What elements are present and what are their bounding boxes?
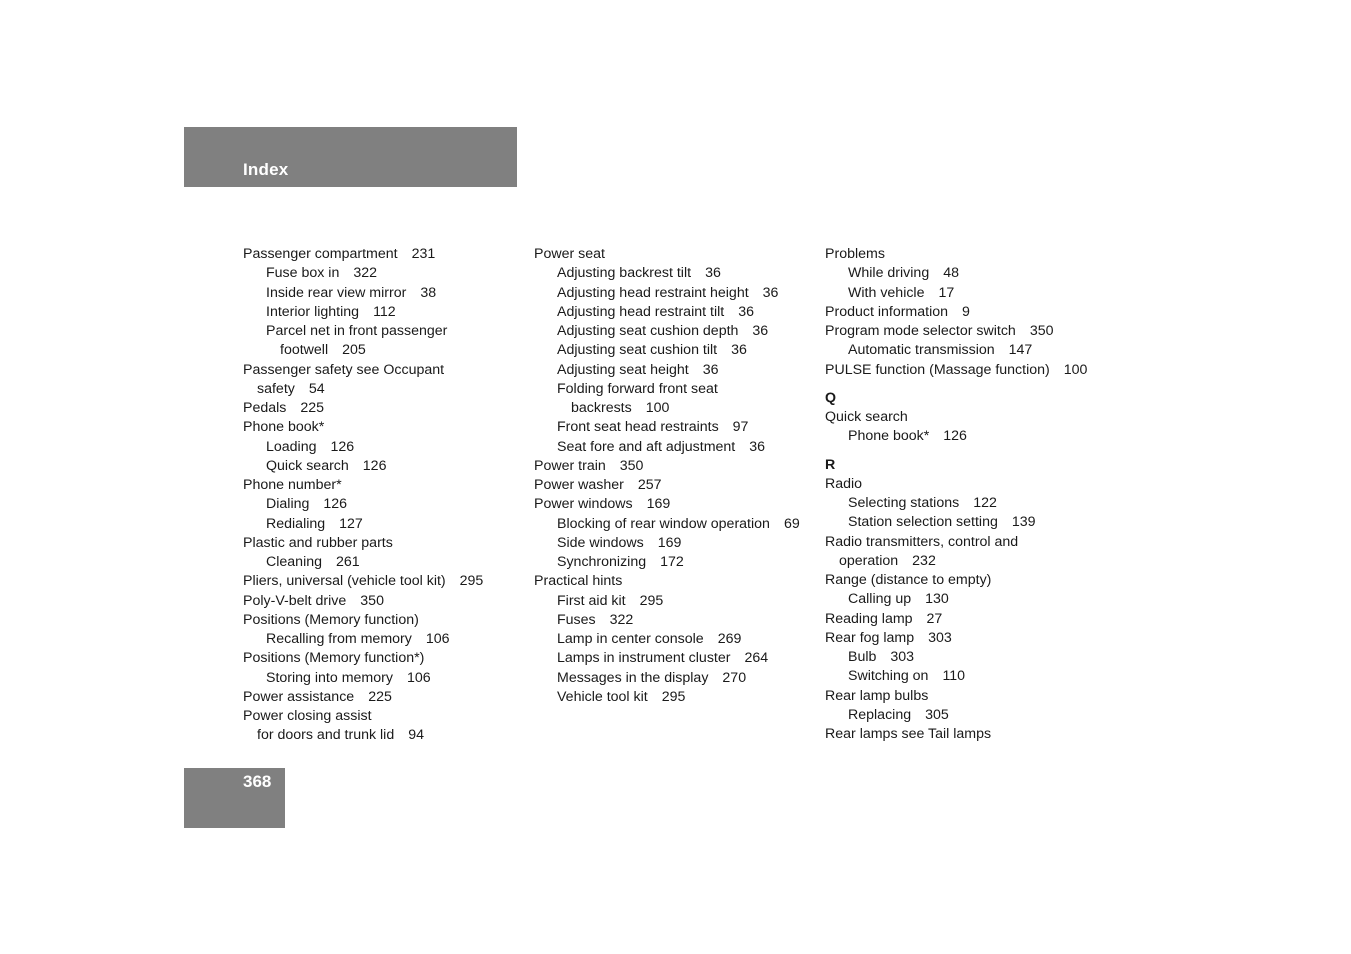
entry-page-number: 36 <box>702 361 719 378</box>
entry-page-number: 48 <box>943 265 959 282</box>
index-entry <box>243 341 483 360</box>
index-entry <box>243 399 483 418</box>
entry-page-number: 127 <box>339 515 363 532</box>
index-column-3 <box>825 245 1087 744</box>
entry-page-number: 270 <box>722 669 747 686</box>
entry-text: Seat fore and aft adjustment <box>557 438 736 455</box>
index-entry <box>534 284 800 303</box>
entry-page-number: 69 <box>783 515 800 532</box>
index-entry <box>534 341 800 360</box>
index-entry <box>534 380 800 399</box>
entry-text: Quick search <box>266 457 349 474</box>
index-entry <box>825 264 1087 283</box>
index-entry <box>243 649 483 668</box>
index-entry <box>243 361 483 380</box>
index-entry <box>243 264 483 283</box>
entry-text: First aid kit <box>557 592 626 609</box>
entry-text: Power assistance <box>243 688 355 705</box>
entry-page-number: 295 <box>459 573 484 590</box>
entry-text: Adjusting seat cushion tilt <box>557 342 718 359</box>
entry-text: Adjusting head restraint tilt <box>557 303 725 320</box>
entry-page-number: 305 <box>925 706 949 723</box>
entry-text: Folding forward front seat <box>557 380 718 397</box>
letter-label: Q <box>825 389 837 406</box>
index-entry <box>534 669 800 688</box>
entry-text: Adjusting backrest tilt <box>557 265 692 282</box>
index-entry <box>534 438 800 457</box>
index-entry <box>243 553 483 572</box>
entry-page-number: 269 <box>717 631 742 647</box>
entry-text: Parcel net in front passenger <box>266 323 448 339</box>
entry-text: Synchronizing <box>557 554 647 570</box>
entry-text: footwell <box>280 342 329 359</box>
index-entry <box>534 649 800 668</box>
index-entry <box>825 427 1087 446</box>
index-entry <box>243 476 483 495</box>
index-entry <box>534 553 800 572</box>
entry-page-number: 94 <box>408 727 425 744</box>
entry-text: Lamp in center console <box>557 631 704 647</box>
entry-page-number: 112 <box>373 303 396 320</box>
index-entry <box>243 592 483 611</box>
entry-page-number: 147 <box>1008 342 1033 359</box>
index-entry <box>825 513 1087 532</box>
entry-page-number: 36 <box>762 284 779 301</box>
index-entry <box>534 418 800 437</box>
entry-text: Positions (Memory function*) <box>243 650 425 667</box>
entry-page-number: 27 <box>926 610 943 627</box>
index-entry <box>825 667 1087 686</box>
index-entry <box>825 571 1087 590</box>
entry-page-number: 126 <box>330 438 355 455</box>
index-entry <box>243 457 483 476</box>
index-entry <box>534 572 800 591</box>
entry-text: Messages in the display <box>557 669 709 686</box>
entry-text: Adjusting head restraint height <box>557 284 749 301</box>
index-entry <box>825 322 1087 341</box>
index-entry <box>825 245 1087 264</box>
entry-page-number: 261 <box>336 554 360 570</box>
entry-page-number: 350 <box>619 457 644 474</box>
entry-page-number: 126 <box>323 496 348 513</box>
entry-text: Pliers, universal (vehicle tool kit) <box>243 573 446 590</box>
entry-page-number: 231 <box>411 246 436 262</box>
index-entry <box>825 408 1087 427</box>
entry-page-number: 126 <box>943 428 967 445</box>
entry-page-number: 322 <box>609 611 634 628</box>
index-letter-heading <box>825 456 1087 475</box>
entry-text: Loading <box>266 438 317 455</box>
index-entry <box>243 438 483 457</box>
entry-page-number: 205 <box>342 342 366 359</box>
page-number: 368 <box>243 772 272 791</box>
index-column-2 <box>534 245 800 707</box>
index-entry <box>534 515 800 534</box>
entry-page-number: 17 <box>938 284 955 301</box>
entry-text: backrests <box>571 400 632 416</box>
index-entry <box>825 303 1087 322</box>
index-entry <box>534 399 800 418</box>
entry-text: Passenger safety see Occupant <box>243 361 445 378</box>
entry-page-number: 36 <box>705 265 721 282</box>
entry-text: Range (distance to empty) <box>825 572 992 588</box>
entry-page-number: 303 <box>928 629 952 646</box>
entry-text: Quick search <box>825 409 908 425</box>
index-entry <box>534 630 800 649</box>
page-number-tab <box>184 768 285 828</box>
index-entry <box>825 610 1087 629</box>
entry-page-number: 122 <box>973 495 997 511</box>
entry-text: Recalling from memory <box>266 631 412 647</box>
entry-text: Calling up <box>848 591 912 608</box>
entry-text: Product information <box>825 303 949 320</box>
entry-text: Fuse box in <box>266 265 340 282</box>
entry-text: Passenger compartment <box>243 246 398 262</box>
entry-text: Storing into memory <box>266 669 393 686</box>
entry-text: Switching on <box>848 668 929 685</box>
index-entry <box>825 706 1087 725</box>
entry-page-number: 225 <box>300 400 325 416</box>
entry-page-number: 172 <box>660 554 684 570</box>
entry-text: Poly-V-belt drive <box>243 592 347 609</box>
entry-text: Rear lamp bulbs <box>825 687 929 704</box>
entry-text: Blocking of rear window operation <box>557 515 770 532</box>
entry-page-number: 9 <box>962 303 970 320</box>
entry-text: While driving <box>848 265 930 282</box>
index-entry <box>825 725 1087 744</box>
entry-page-number: 97 <box>732 419 749 436</box>
entry-text: Lamps in instrument cluster <box>557 650 731 667</box>
entry-page-number: 36 <box>752 323 769 339</box>
entry-text: safety <box>257 380 295 397</box>
index-entry <box>825 494 1087 513</box>
index-entry <box>534 457 800 476</box>
entry-text: Radio <box>825 475 863 492</box>
index-column-1 <box>243 245 483 746</box>
index-entry <box>243 669 483 688</box>
entry-page-number: 295 <box>661 688 686 705</box>
entry-page-number: 106 <box>425 631 450 647</box>
index-entry <box>534 264 800 283</box>
entry-text: Bulb <box>848 649 877 665</box>
entry-text: Dialing <box>266 496 310 513</box>
entry-text: Power windows <box>534 496 633 513</box>
entry-text: Automatic transmission <box>848 342 995 359</box>
entry-page-number: 100 <box>1063 361 1088 378</box>
index-entry <box>243 534 483 553</box>
index-entry <box>825 629 1087 648</box>
entry-text: Radio transmitters, control and <box>825 533 1019 550</box>
index-entry <box>534 611 800 630</box>
entry-text: Rear lamps see Tail lamps <box>825 726 992 742</box>
entry-page-number: 303 <box>890 649 915 665</box>
index-entry <box>243 688 483 707</box>
index-entry <box>825 590 1087 609</box>
entry-page-number: 139 <box>1011 514 1036 531</box>
entry-text: Side windows <box>557 534 644 551</box>
entry-text: Vehicle tool kit <box>557 688 648 705</box>
index-letter-heading <box>825 389 1087 408</box>
entry-text: Replacing <box>848 706 912 723</box>
index-entry <box>825 475 1087 494</box>
entry-page-number: 169 <box>657 534 682 551</box>
index-entry <box>534 495 800 514</box>
index-entry <box>243 380 483 399</box>
entry-text: Cleaning <box>266 554 323 570</box>
entry-text: Inside rear view mirror <box>266 284 407 301</box>
entry-text: Reading lamp <box>825 610 913 627</box>
entry-text: Plastic and rubber parts <box>243 534 393 551</box>
entry-text: Station selection setting <box>848 514 998 531</box>
entry-text: Program mode selector switch <box>825 323 1016 339</box>
entry-text: Power seat <box>534 246 605 262</box>
index-entry <box>534 303 800 322</box>
entry-text: Pedals <box>243 400 287 416</box>
entry-text: Front seat head restraints <box>557 419 719 436</box>
entry-text: Redialing <box>266 515 326 532</box>
entry-page-number: 110 <box>942 668 966 685</box>
entry-page-number: 322 <box>353 265 378 282</box>
index-entry <box>243 303 483 322</box>
entry-text: PULSE function (Massage function) <box>825 361 1050 378</box>
index-entry <box>825 648 1087 667</box>
index-entry <box>534 592 800 611</box>
entry-page-number: 36 <box>738 303 754 320</box>
entry-page-number: 130 <box>925 591 949 608</box>
entry-text: operation <box>839 552 899 569</box>
entry-page-number: 54 <box>308 380 325 397</box>
index-entry <box>825 533 1087 552</box>
index-entry <box>534 245 800 264</box>
entry-page-number: 257 <box>637 477 662 493</box>
index-entry <box>825 361 1087 380</box>
section-header-bar <box>184 127 517 187</box>
entry-text: Phone number* <box>243 477 342 493</box>
entry-page-number: 295 <box>639 592 664 609</box>
entry-text: Power closing assist <box>243 708 372 724</box>
entry-text: Rear fog lamp <box>825 629 915 646</box>
entry-text: Fuses <box>557 611 596 628</box>
entry-page-number: 36 <box>749 438 766 455</box>
entry-text: Phone book* <box>243 419 325 436</box>
index-entry <box>825 687 1087 706</box>
index-entry <box>243 418 483 437</box>
entry-page-number: 126 <box>362 457 387 474</box>
entry-page-number: 264 <box>744 650 769 667</box>
entry-page-number: 169 <box>646 496 671 513</box>
index-entry <box>243 630 483 649</box>
entry-text: Problems <box>825 246 885 262</box>
entry-text: Positions (Memory function) <box>243 611 419 628</box>
entry-page-number: 38 <box>420 284 437 301</box>
index-entry <box>243 611 483 630</box>
entry-page-number: 350 <box>360 592 384 609</box>
index-entry <box>534 361 800 380</box>
entry-page-number: 232 <box>912 552 936 569</box>
index-entry <box>243 495 483 514</box>
entry-text: Interior lighting <box>266 303 360 320</box>
index-entry <box>243 284 483 303</box>
entry-text: Adjusting seat cushion depth <box>557 323 739 339</box>
index-entry <box>243 515 483 534</box>
entry-page-number: 225 <box>368 688 392 705</box>
entry-page-number: 100 <box>645 400 670 416</box>
entry-text: Selecting stations <box>848 495 960 511</box>
index-entry <box>243 245 483 264</box>
index-entry <box>243 726 483 745</box>
entry-text: Adjusting seat height <box>557 361 689 378</box>
letter-label: R <box>825 456 836 473</box>
entry-text: Phone book* <box>848 428 930 445</box>
index-entry <box>534 688 800 707</box>
index-entry <box>825 284 1087 303</box>
index-entry <box>534 322 800 341</box>
index-entry <box>243 707 483 726</box>
index-entry <box>825 552 1087 571</box>
section-title: Index <box>243 160 289 179</box>
index-entry <box>534 534 800 553</box>
index-entry <box>825 341 1087 360</box>
entry-page-number: 350 <box>1029 323 1054 339</box>
index-entry <box>243 322 483 341</box>
index-entry <box>243 572 483 591</box>
entry-text: Practical hints <box>534 573 623 590</box>
entry-text: Power train <box>534 457 606 474</box>
entry-text: With vehicle <box>848 284 925 301</box>
entry-page-number: 36 <box>731 342 747 359</box>
entry-text: Power washer <box>534 477 624 493</box>
index-entry <box>534 476 800 495</box>
entry-page-number: 106 <box>406 669 431 686</box>
entry-text: for doors and trunk lid <box>257 727 395 744</box>
